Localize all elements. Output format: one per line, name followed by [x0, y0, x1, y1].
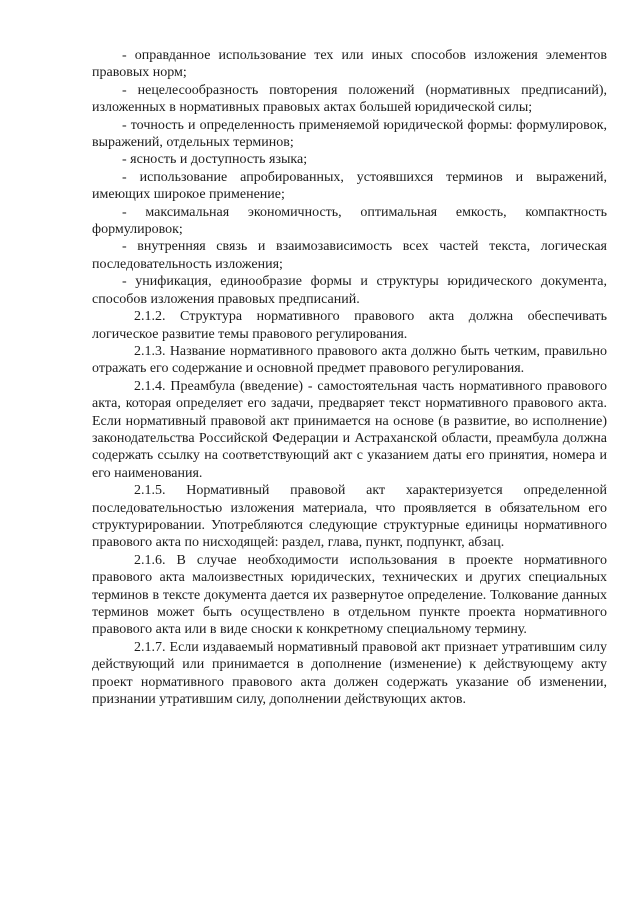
list-item-no-repetition: - нецелесообразность повторения положений (нормативных предписаний), изложенных в нормативных правовых актах большей юридической силы;: [92, 82, 607, 116]
list-item-economy: - максимальная экономичность, оптимальная емкость, компактность формулировок;: [92, 204, 607, 238]
list-item-unification: - унификация, единообразие формы и структуры юридического документа, способов изложения правовых предписаний.: [92, 274, 607, 307]
clause-2-1-4: 2.1.4. Преамбула (введение) - самостоятельная часть нормативного правового акта, которая определяет его задачи, предваряет текст нормативного правового акта. Если нормативный правовой акт принимается на основе (в развитие, во исполнение) законодательства Российской Федерации и Астраханской области, преамбула должна содержать ссылку на соответствующий акт с указанием даты его принятия, номера и его наименования.: [92, 378, 607, 481]
clause-2-1-7: 2.1.7. Если издаваемый нормативный правовой акт признает утратившим силу действующий или принимается в дополнение (изменение) к действующему акту проект нормативного правового акта должен содержать указание об изменении, признании утратившим силу, дополнении действующих актов.: [92, 639, 607, 708]
list-item-established-terms: - использование апробированных, устоявшихся терминов и выражений, имеющих широкое применение;: [92, 169, 607, 203]
list-item-internal-coherence: - внутренняя связь и взаимозависимость всех частей текста, логическая последовательность изложения;: [92, 239, 607, 272]
clause-2-1-6: 2.1.6. В случае необходимости использования в проекте нормативного правового акта малоизвестных юридических, технических и других специальных терминов в тексте документа дается их развернутое определение. Толкование данных терминов может быть осуществлено в отдельном пункте проекта нормативного правового акта или в виде сноски к конкретному специальному термину.: [92, 552, 607, 638]
list-item-precision: - точность и определенность применяемой юридической формы: формулировок, выражений, отдельных терминов;: [92, 117, 607, 151]
clause-2-1-3: 2.1.3. Название нормативного правового акта должно быть четким, правильно отражать его содержание и основной предмет правового регулирования.: [92, 343, 607, 377]
list-item-clarity: - ясность и доступность языка;: [122, 152, 308, 168]
list-item-justified-methods: - оправданное использование тех или иных способов изложения элементов правовых норм;: [92, 48, 607, 81]
clause-2-1-2: 2.1.2. Структура нормативного правового акта должна обеспечивать логическое развитие темы правового регулирования.: [92, 309, 607, 342]
clause-2-1-5: 2.1.5. Нормативный правовой акт характеризуется определенной последовательностью изложения материала, что проявляется в обязательном его структурировании. Употребляются следующие структурные единицы нормативного правового акта по нисходящей: раздел, глава, пункт, подпункт, абзац.: [92, 483, 607, 551]
